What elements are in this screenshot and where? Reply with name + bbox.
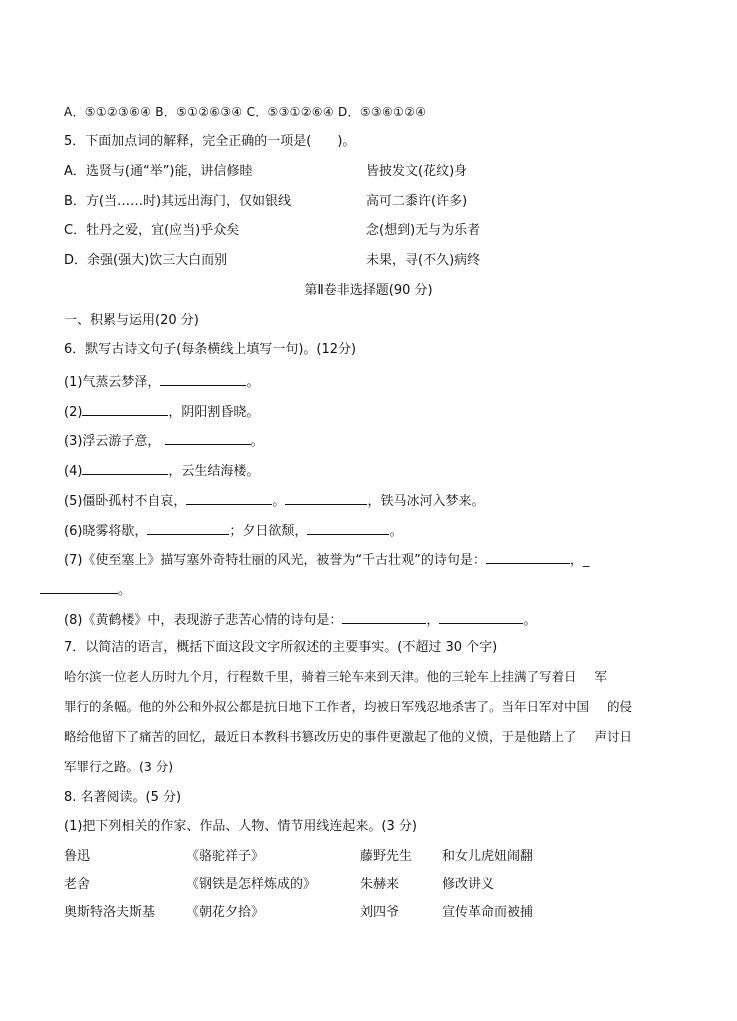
q6-item-2 [64, 403, 259, 419]
q6-item-1-text: (1)气蒸云梦泽， [64, 375, 161, 390]
q6-item-4-pre: (4) [64, 464, 83, 479]
q5-option-c-right: 念(想到)无与为乐者 [366, 223, 481, 238]
q6-item-8-comma: ， [426, 613, 440, 628]
q6-item-1 [64, 373, 259, 389]
answer-blank[interactable] [439, 611, 523, 624]
q8-sub1: (1)把下列相关的作家、作品、人物、情节用线连起来。(3 分) [64, 819, 417, 834]
q6-item-1-end: 。 [246, 375, 260, 390]
answer-blank[interactable] [285, 492, 367, 505]
answer-blank[interactable] [486, 551, 570, 564]
work-cell: 《骆驼祥子》 [186, 849, 265, 864]
q6-item-3 [64, 432, 264, 448]
q6-item-3-text: (3)浮云游子意， [64, 434, 161, 449]
q6-item-7 [64, 551, 589, 567]
q6-stem: 6．默写古诗文句子(每条横线上填写一句)。(12分) [64, 342, 357, 357]
q4-options: A．⑤①②③⑥④ B．⑤①②⑥③④ C．⑤③①②⑥④ D．⑤③⑥①②④ [64, 105, 427, 119]
answer-blank[interactable] [342, 611, 426, 624]
part1-title: 一、积累与运用(20 分) [64, 313, 199, 328]
plot-cell: 宣传革命而被捕 [442, 905, 534, 920]
character-cell: 藤野先生 [360, 849, 413, 864]
q6-item-2-pre: (2) [64, 405, 83, 420]
q6-item-4-text: ，云生结海楼。 [168, 464, 260, 479]
q7-text: 的侵 [607, 699, 633, 714]
q5-option-a-left: A．选贤与(通“举”)能，讲信修睦 [64, 164, 253, 179]
q5-option-c-left: C．牡丹之爱，宜(应当)乎众矣 [64, 223, 240, 238]
work-cell: 《朝花夕拾》 [186, 905, 265, 920]
plot-cell: 修改讲义 [442, 877, 495, 892]
q5-stem: 5．下面加点词的解释，完全正确的一项是( )。 [64, 134, 356, 149]
q5-option-b-right: 高可二黍许(许多) [366, 194, 468, 209]
q6-item-3-end: 。 [250, 434, 264, 449]
q6-item-6-text: (6)晓雾将歇， [64, 524, 148, 539]
q7-text: 军罪行之路。(3 分) [64, 759, 174, 774]
author-cell: 老舍 [64, 877, 91, 892]
q7-text: 声讨日 [594, 729, 633, 744]
q5-option-a-right: 皆披发文(花纹)身 [366, 164, 468, 179]
author-cell: 鲁迅 [64, 849, 91, 864]
character-cell: 朱赫来 [360, 877, 400, 892]
answer-blank[interactable] [40, 581, 118, 594]
answer-blank[interactable] [165, 432, 251, 445]
q5-option-d-left: D．余强(强大)饮三大白而别 [64, 253, 228, 268]
q7-text: 哈尔滨一位老人历时九个月，行程数千里，骑着三轮车来到天津。他的三轮车上挂满了写着日 [64, 669, 577, 684]
q7-text: 略给他留下了痛苦的回忆，最近日本教科书篡改历史的事件更激起了他的义愤，于是他踏上了 [64, 729, 577, 744]
q6-item-6-mid: ；夕日欲颓， [229, 524, 308, 539]
work-cell: 《钢铁是怎样炼成的》 [186, 877, 317, 892]
q6-item-7-text: (7)《使至塞上》描写塞外奇特壮丽的风光，被誉为“千古壮观”的诗句是： [64, 553, 486, 568]
q6-item-8 [64, 611, 536, 627]
q7-text: 军 [594, 669, 608, 684]
q8-stem: 8. 名著阅读。(5 分) [64, 790, 182, 805]
answer-blank[interactable] [186, 492, 272, 505]
q6-item-7-cont [40, 581, 131, 597]
answer-blank[interactable] [82, 462, 168, 475]
q6-item-5-mid: 。 [272, 494, 286, 509]
q6-item-4 [64, 462, 259, 478]
author-cell: 奥斯特洛夫斯基 [64, 905, 156, 920]
answer-blank[interactable] [147, 522, 229, 535]
q5-option-b-left: B．方(当……时)其远出海门，仅如银线 [64, 194, 292, 209]
q6-item-2-text: ，阴阳割昏晓。 [168, 405, 260, 420]
q6-item-7-comma: ，_ [569, 553, 590, 568]
q6-item-5 [64, 492, 484, 508]
q7-passage-line [64, 692, 644, 722]
q7-passage-line [64, 752, 644, 782]
section-title: 第Ⅱ卷非选择题(90 分) [304, 283, 433, 298]
q6-item-7-end: 。 [118, 583, 132, 598]
q6-item-6 [64, 522, 402, 538]
answer-blank[interactable] [307, 522, 389, 535]
plot-cell: 和女儿虎妞闹翻 [442, 849, 534, 864]
q7-stem: 7．以简洁的语言，概括下面这段文字所叙述的主要事实。(不超过 30 个字) [64, 640, 498, 655]
q7-passage-line [64, 722, 644, 752]
q6-item-6-end: 。 [389, 524, 403, 539]
q6-item-8-text: (8)《黄鹤楼》中，表现游子悲苦心情的诗句是： [64, 613, 343, 628]
q7-text: 罪行的条幅。他的外公和外叔公都是抗日地下工作者，均被日军残忍地杀害了。当年日军对中国 [64, 699, 590, 714]
character-cell: 刘四爷 [360, 905, 400, 920]
q7-passage [64, 662, 644, 782]
q6-item-5-text: (5)僵卧孤村不自哀， [64, 494, 187, 509]
q5-option-d-right: 未果，寻(不久)病终 [366, 253, 481, 268]
q7-passage-line [64, 662, 644, 692]
q6-item-5-tail: ，铁马冰河入梦来。 [367, 494, 485, 509]
q6-item-8-end: 。 [523, 613, 537, 628]
answer-blank[interactable] [160, 373, 246, 386]
answer-blank[interactable] [82, 403, 168, 416]
